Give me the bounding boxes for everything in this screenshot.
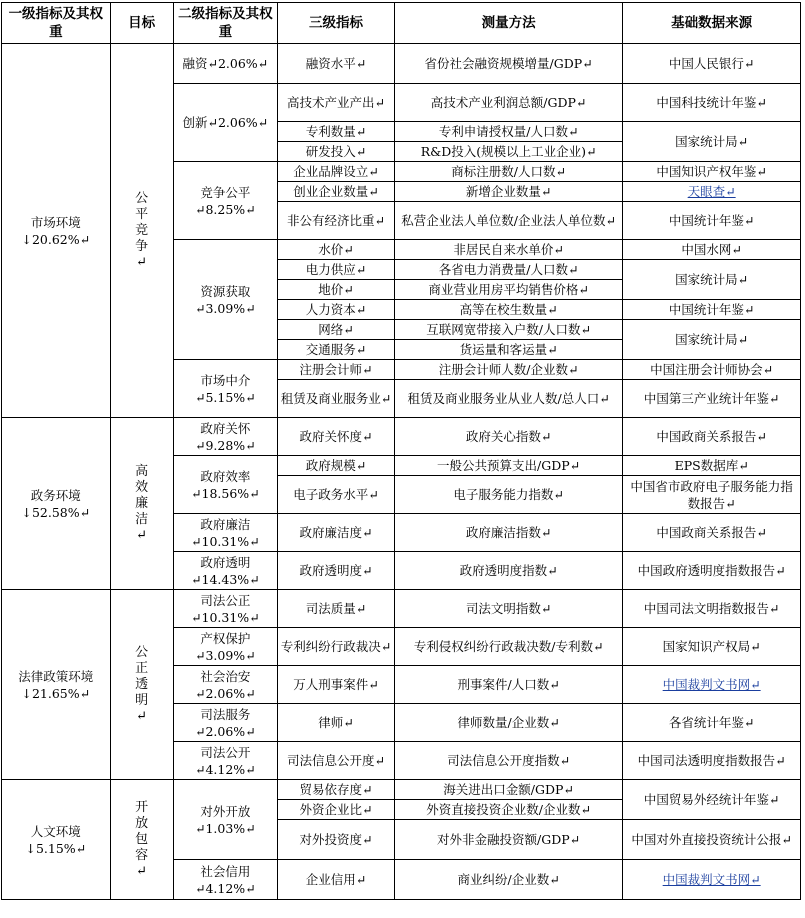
method-cell: 海关进出口金额/GDP↵ bbox=[394, 780, 622, 800]
table-row bbox=[2, 590, 801, 628]
level3-cell: 创业企业数量↵ bbox=[278, 182, 395, 202]
method-cell: 政府关心指数↵ bbox=[394, 418, 622, 456]
level3-cell: 政府廉洁度↵ bbox=[278, 514, 395, 552]
level3-cell: 万人刑事案件↵ bbox=[278, 666, 395, 704]
table-row bbox=[2, 780, 801, 800]
header-level3: 三级指标 bbox=[278, 3, 395, 44]
level3-cell: 企业品牌设立↵ bbox=[278, 162, 395, 182]
source-cell: EPS数据库↵ bbox=[623, 456, 801, 476]
level1-cell: 市场环境↓20.62%↵ bbox=[2, 44, 111, 418]
method-cell: 新增企业数量↵ bbox=[394, 182, 622, 202]
level2-cell: 政府透明↵14.43%↵ bbox=[173, 552, 278, 590]
method-cell: 司法信息公开度指数↵ bbox=[394, 742, 622, 780]
source-cell: 各省统计年鉴↵ bbox=[623, 704, 801, 742]
goal-cell bbox=[110, 418, 173, 590]
level3-cell: 电力供应↵ bbox=[278, 260, 395, 280]
level3-cell: 专利纠纷行政裁决↵ bbox=[278, 628, 395, 666]
method-cell: 高技术产业利润总额/GDP↵ bbox=[394, 84, 622, 122]
method-cell: 司法文明指数↵ bbox=[394, 590, 622, 628]
level3-cell: 对外投资度↵ bbox=[278, 820, 395, 860]
level3-cell: 司法信息公开度↵ bbox=[278, 742, 395, 780]
source-link[interactable]: 天眼查↵ bbox=[623, 182, 801, 202]
goal-text: 公正透明↵ bbox=[135, 644, 149, 724]
goal-text: 高效廉洁↵ bbox=[135, 463, 149, 543]
level3-cell: 水价↵ bbox=[278, 240, 395, 260]
level2-cell: 政府关怀↵9.28%↵ bbox=[173, 418, 278, 456]
method-cell: 刑事案件/人口数↵ bbox=[394, 666, 622, 704]
level3-cell: 网络↵ bbox=[278, 320, 395, 340]
source-cell: 国家统计局↵ bbox=[623, 260, 801, 300]
level3-cell: 人力资本↵ bbox=[278, 300, 395, 320]
source-cell: 中国统计年鉴↵ bbox=[623, 300, 801, 320]
method-cell: 政府透明度指数↵ bbox=[394, 552, 622, 590]
goal-text: 公平竞争↵ bbox=[135, 190, 149, 270]
method-cell: 电子服务能力指数↵ bbox=[394, 476, 622, 514]
header-row bbox=[2, 3, 801, 44]
method-cell: 高等在校生数量↵ bbox=[394, 300, 622, 320]
level3-cell: 高技术产业产出↵ bbox=[278, 84, 395, 122]
level2-cell: 政府廉洁↵10.31%↵ bbox=[173, 514, 278, 552]
level2-cell: 社会信用↵4.12%↵ bbox=[173, 860, 278, 900]
header-level2: 二级指标及其权重 bbox=[173, 3, 278, 44]
method-cell: 律师数量/企业数↵ bbox=[394, 704, 622, 742]
source-cell: 中国省市政府电子服务能力指数报告↵ bbox=[623, 476, 801, 514]
header-method: 测量方法 bbox=[394, 3, 622, 44]
source-cell: 国家知识产权局↵ bbox=[623, 628, 801, 666]
level1-cell: 法律政策环境↓21.65%↵ bbox=[2, 590, 111, 780]
level3-cell: 外资企业比↵ bbox=[278, 800, 395, 820]
level2-cell: 市场中介↵5.15%↵ bbox=[173, 360, 278, 418]
level3-cell: 政府规模↵ bbox=[278, 456, 395, 476]
method-cell: 互联网宽带接入户数/人口数↵ bbox=[394, 320, 622, 340]
method-cell: 货运量和客运量↵ bbox=[394, 340, 622, 360]
header-goal: 目标 bbox=[110, 3, 173, 44]
level3-cell: 注册会计师↵ bbox=[278, 360, 395, 380]
level3-cell: 融资水平↵ bbox=[278, 44, 395, 84]
source-cell: 中国统计年鉴↵ bbox=[623, 202, 801, 240]
level2-cell: 司法公正↵10.31%↵ bbox=[173, 590, 278, 628]
source-cell: 中国司法透明度指数报告↵ bbox=[623, 742, 801, 780]
method-cell: 租赁及商业服务业从业人数/总人口↵ bbox=[394, 380, 622, 418]
goal-cell bbox=[110, 44, 173, 418]
level3-cell: 政府透明度↵ bbox=[278, 552, 395, 590]
method-cell: 专利申请授权量/人口数↵ bbox=[394, 122, 622, 142]
header-source: 基础数据来源 bbox=[623, 3, 801, 44]
level2-cell: 对外开放↵1.03%↵ bbox=[173, 780, 278, 860]
level1-cell: 政务环境↓52.58%↵ bbox=[2, 418, 111, 590]
source-cell: 中国对外直接投资统计公报↵ bbox=[623, 820, 801, 860]
method-cell: 省份社会融资规模增量/GDP↵ bbox=[394, 44, 622, 84]
level3-cell: 地价↵ bbox=[278, 280, 395, 300]
header-level1: 一级指标及其权重 bbox=[2, 3, 111, 44]
level3-cell: 研发投入↵ bbox=[278, 142, 395, 162]
level3-cell: 电子政务水平↵ bbox=[278, 476, 395, 514]
source-cell: 中国政府透明度指数报告↵ bbox=[623, 552, 801, 590]
source-cell: 中国政商关系报告↵ bbox=[623, 514, 801, 552]
level2-cell: 资源获取↵3.09%↵ bbox=[173, 240, 278, 360]
level3-cell: 专利数量↵ bbox=[278, 122, 395, 142]
method-cell: 对外非金融投资额/GDP↵ bbox=[394, 820, 622, 860]
source-cell: 中国贸易外经统计年鉴↵ bbox=[623, 780, 801, 820]
source-cell: 中国水网↵ bbox=[623, 240, 801, 260]
method-cell: 一般公共预算支出/GDP↵ bbox=[394, 456, 622, 476]
source-cell: 中国第三产业统计年鉴↵ bbox=[623, 380, 801, 418]
method-cell: 私营企业法人单位数/企业法人单位数↵ bbox=[394, 202, 622, 240]
level1-cell: 人文环境↓5.15%↵ bbox=[2, 780, 111, 900]
goal-cell bbox=[110, 590, 173, 780]
level3-cell: 交通服务↵ bbox=[278, 340, 395, 360]
level2-cell: 产权保护↵3.09%↵ bbox=[173, 628, 278, 666]
level2-cell: 融资↵2.06%↵ bbox=[173, 44, 278, 84]
method-cell: 商业纠纷/企业数↵ bbox=[394, 860, 622, 900]
method-cell: 非居民自来水单价↵ bbox=[394, 240, 622, 260]
method-cell: 外资直接投资企业数/企业数↵ bbox=[394, 800, 622, 820]
level2-cell: 政府效率↵18.56%↵ bbox=[173, 456, 278, 514]
table-row bbox=[2, 44, 801, 84]
indicator-table bbox=[1, 2, 801, 900]
source-cell: 国家统计局↵ bbox=[623, 122, 801, 162]
source-link[interactable]: 中国裁判文书网↵ bbox=[623, 860, 801, 900]
source-cell: 中国注册会计师协会↵ bbox=[623, 360, 801, 380]
source-cell: 中国人民银行↵ bbox=[623, 44, 801, 84]
source-link[interactable]: 中国裁判文书网↵ bbox=[623, 666, 801, 704]
level2-cell: 司法服务↵2.06%↵ bbox=[173, 704, 278, 742]
level3-cell: 政府关怀度↵ bbox=[278, 418, 395, 456]
level2-cell: 社会治安↵2.06%↵ bbox=[173, 666, 278, 704]
source-cell: 中国知识产权年鉴↵ bbox=[623, 162, 801, 182]
level3-cell: 租赁及商业服务业↵ bbox=[278, 380, 395, 418]
level3-cell: 非公有经济比重↵ bbox=[278, 202, 395, 240]
method-cell: 商标注册数/人口数↵ bbox=[394, 162, 622, 182]
level3-cell: 企业信用↵ bbox=[278, 860, 395, 900]
level3-cell: 律师↵ bbox=[278, 704, 395, 742]
method-cell: R&D投入(规模以上工业企业)↵ bbox=[394, 142, 622, 162]
table-row bbox=[2, 418, 801, 456]
method-cell: 政府廉洁指数↵ bbox=[394, 514, 622, 552]
method-cell: 各省电力消费量/人口数↵ bbox=[394, 260, 622, 280]
source-cell: 中国科技统计年鉴↵ bbox=[623, 84, 801, 122]
source-cell: 中国政商关系报告↵ bbox=[623, 418, 801, 456]
source-cell: 国家统计局↵ bbox=[623, 320, 801, 360]
level2-cell: 创新↵2.06%↵ bbox=[173, 84, 278, 162]
goal-text: 开放包容↵ bbox=[135, 799, 149, 879]
level2-cell: 竞争公平↵8.25%↵ bbox=[173, 162, 278, 240]
level3-cell: 司法质量↵ bbox=[278, 590, 395, 628]
method-cell: 专利侵权纠纷行政裁决数/专利数↵ bbox=[394, 628, 622, 666]
level3-cell: 贸易依存度↵ bbox=[278, 780, 395, 800]
level2-cell: 司法公开↵4.12%↵ bbox=[173, 742, 278, 780]
source-cell: 中国司法文明指数报告↵ bbox=[623, 590, 801, 628]
goal-cell bbox=[110, 780, 173, 900]
method-cell: 注册会计师人数/企业数↵ bbox=[394, 360, 622, 380]
method-cell: 商业营业用房平均销售价格↵ bbox=[394, 280, 622, 300]
